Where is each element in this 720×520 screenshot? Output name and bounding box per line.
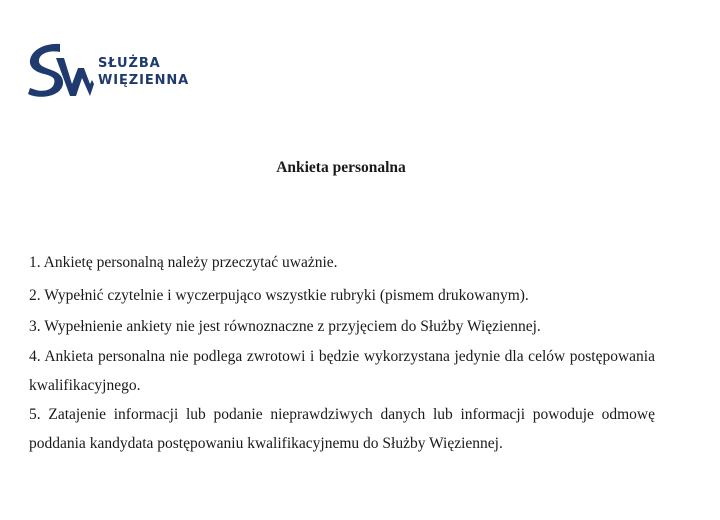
logo-line-2: WIĘZIENNA [98,73,190,88]
document-title: Ankieta personalna [276,159,406,176]
instruction-item: 5. Zatajenie informacji lub podanie nieprawdziwych danych lub informacji powoduje odmowę poddania kandydata postępowaniu kwalifikacyjnemu do Służby Więziennej. [29,406,655,452]
sluzba-wiezienna-emblem-icon [26,40,94,100]
logo-line-1: SŁUŻBA [98,56,161,71]
instruction-item: 1. Ankietę personalną należy przeczytać uważnie. [29,254,338,271]
logo-wordmark [98,55,189,89]
instructions-list [29,247,655,458]
instruction-item: 4. Ankieta personalna nie podlega zwrotowi i będzie wykorzystana jedynie dla celów postępowania kwalifikacyjnego. [29,348,655,394]
instruction-item: 2. Wypełnić czytelnie i wyczerpująco wszystkie rubryki (pismem drukowanym). [29,287,529,304]
instruction-item: 3. Wypełnienie ankiety nie jest równoznaczne z przyjęciem do Służby Więziennej. [29,318,541,335]
logo [26,40,189,100]
